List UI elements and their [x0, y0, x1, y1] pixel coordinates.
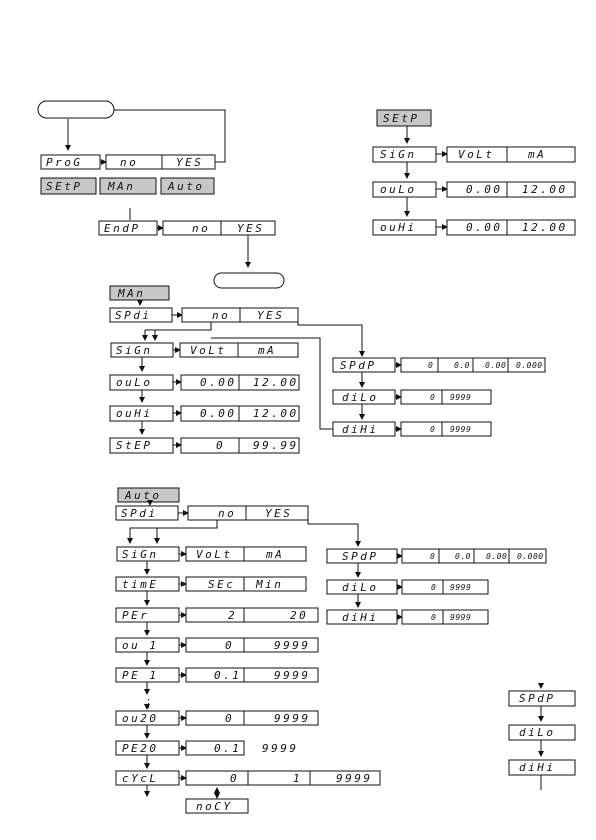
setp-ouhi-min: 0.00 — [466, 221, 503, 234]
auto-ou20-min-box — [186, 711, 244, 725]
auto-time-label: timE — [122, 578, 159, 591]
auto-title-label: Auto — [125, 489, 162, 502]
auto-spdp-opt-0: 0 — [430, 552, 436, 561]
top-menu-section — [38, 101, 284, 288]
setp-submenu-section — [373, 110, 575, 235]
auto-submenu-section — [116, 488, 546, 813]
prog-no-label: no — [120, 156, 139, 169]
auto-volt-label: VoLt — [196, 548, 233, 561]
auto-sec-label: SEc — [208, 578, 236, 591]
setp-oulo-label: ouLo — [380, 183, 417, 196]
auto-ou1-max: 9999 — [274, 639, 311, 652]
auto-per-label: PEr — [122, 609, 150, 622]
auto-min-label: Min — [256, 578, 284, 591]
man-oulo-label: ouLo — [116, 376, 153, 389]
auto-pe1-min: 0.1 — [214, 669, 242, 682]
auto-ou20-label: ou20 — [122, 712, 159, 725]
man-dihi-max: 9999 — [450, 425, 472, 434]
man-ouhi-min: 0.00 — [200, 407, 237, 420]
auto-dilo-max: 9999 — [450, 583, 472, 592]
setp-ouhi-label: ouHi — [380, 221, 417, 234]
endp-label: EndP — [104, 222, 141, 235]
setp-volt-label: VoLt — [458, 148, 495, 161]
man-oulo-min: 0.00 — [200, 376, 237, 389]
auto-cycl-min: 0 — [230, 772, 240, 785]
man-dilo-max: 9999 — [450, 393, 472, 402]
auto-dilo-min: 0 — [431, 583, 437, 592]
man-volt-label: VoLt — [190, 344, 227, 357]
man-spdi-no-box — [182, 308, 240, 322]
setp-ouhi-max: 12.00 — [522, 221, 568, 234]
prog-label: ProG — [46, 156, 83, 169]
side-spdp-label: SPdP — [519, 692, 556, 705]
side-submenu-section — [509, 685, 575, 790]
auto-cycl-max: 9999 — [336, 772, 373, 785]
auto-spdp-opt-2: 0.00 — [486, 552, 508, 561]
auto-dihi-min: 0 — [431, 613, 437, 622]
auto-ma-label: mA — [266, 548, 285, 561]
man-dilo-min-box — [401, 390, 442, 404]
man-title-label: MAn — [118, 287, 146, 300]
auto-dihi-label: diHi — [342, 611, 379, 624]
auto-pe1-max: 9999 — [274, 669, 311, 682]
auto-ellipsis: ⋮ — [143, 697, 154, 710]
connector-yes-to-start — [114, 110, 225, 162]
endp-yes-label: YES — [237, 222, 265, 235]
man-step-min: 0 — [216, 439, 226, 452]
auto-ou1-min: 0 — [225, 639, 235, 652]
auto-ou20-max: 9999 — [274, 712, 311, 725]
setp-oulo-min: 0.00 — [466, 183, 503, 196]
man-spdp-opt-1: 0.0 — [454, 361, 470, 370]
auto-per-min: 2 — [228, 609, 238, 622]
auto-cycl-label: cYcL — [122, 772, 159, 785]
man-dihi-min: 0 — [430, 425, 436, 434]
man-spdp-label: SPdP — [340, 359, 377, 372]
man-dihi-label: diHi — [342, 423, 379, 436]
auto-dihi-min-box — [402, 610, 443, 624]
setp-title-label: SEtP — [383, 112, 420, 125]
setp-oulo-max: 12.00 — [522, 183, 568, 196]
man-spdi-label: SPdi — [115, 309, 152, 322]
setp-ma-label: mA — [528, 148, 547, 161]
side-dilo-label: diLo — [519, 726, 556, 739]
end-terminal — [214, 273, 284, 288]
man-sign-label: SiGn — [116, 344, 153, 357]
side-dihi-label: diHi — [519, 761, 556, 774]
auto-nocy-label: noCY — [196, 800, 233, 813]
auto-pe1-label: PE 1 — [122, 669, 159, 682]
auto-dilo-min-box — [402, 580, 443, 594]
man-label: MAn — [108, 180, 136, 193]
man-oulo-max: 12.00 — [253, 376, 299, 389]
auto-spdi-no-box — [188, 506, 246, 520]
man-dilo-min: 0 — [430, 393, 436, 402]
man-spdi-yes-label: YES — [257, 309, 285, 322]
auto-spdi-no-label: no — [218, 507, 237, 520]
auto-spdi-label: SPdi — [121, 507, 158, 520]
man-dilo-label: diLo — [342, 391, 379, 404]
setp-sign-label: SiGn — [380, 148, 417, 161]
man-spdp-opt-3: 0.000 — [516, 361, 543, 370]
man-spdp-opt-0: 0 — [428, 361, 434, 370]
auto-spdp-label: SPdP — [342, 550, 379, 563]
auto-label: Auto — [168, 180, 205, 193]
man-spdi-no-label: no — [212, 309, 231, 322]
setp-label: SEtP — [46, 180, 83, 193]
auto-pe20-min: 0.1 — [214, 742, 242, 755]
man-ouhi-label: ouHi — [116, 407, 153, 420]
auto-spdp-opt-1: 0.0 — [455, 552, 471, 561]
auto-dilo-label: diLo — [342, 581, 379, 594]
auto-spdi-yes-label: YES — [265, 507, 293, 520]
man-submenu-section — [110, 286, 545, 453]
auto-pe20-label: PE20 — [122, 742, 159, 755]
man-ouhi-max: 12.00 — [253, 407, 299, 420]
prog-yes-label: YES — [176, 156, 204, 169]
auto-pe20-max: 9999 — [262, 742, 299, 755]
auto-per-max: 20 — [290, 609, 309, 622]
auto-dihi-max: 9999 — [450, 613, 472, 622]
auto-ou1-label: ou 1 — [122, 639, 159, 652]
man-step-max: 99.99 — [253, 439, 299, 452]
man-dihi-min-box — [401, 422, 442, 436]
auto-ou20-min: 0 — [225, 712, 235, 725]
auto-ou1-min-box — [186, 638, 244, 652]
auto-spdp-opt-3: 0.000 — [517, 552, 544, 561]
auto-cycl-one: 1 — [293, 772, 303, 785]
man-spdp-opt-2: 0.00 — [485, 361, 507, 370]
man-step-label: StEP — [116, 439, 153, 452]
endp-no-label: no — [192, 222, 211, 235]
start-terminal — [38, 101, 114, 118]
auto-sign-label: SiGn — [122, 548, 159, 561]
man-ma-label: mA — [258, 344, 277, 357]
man-step-min-box — [181, 438, 239, 453]
